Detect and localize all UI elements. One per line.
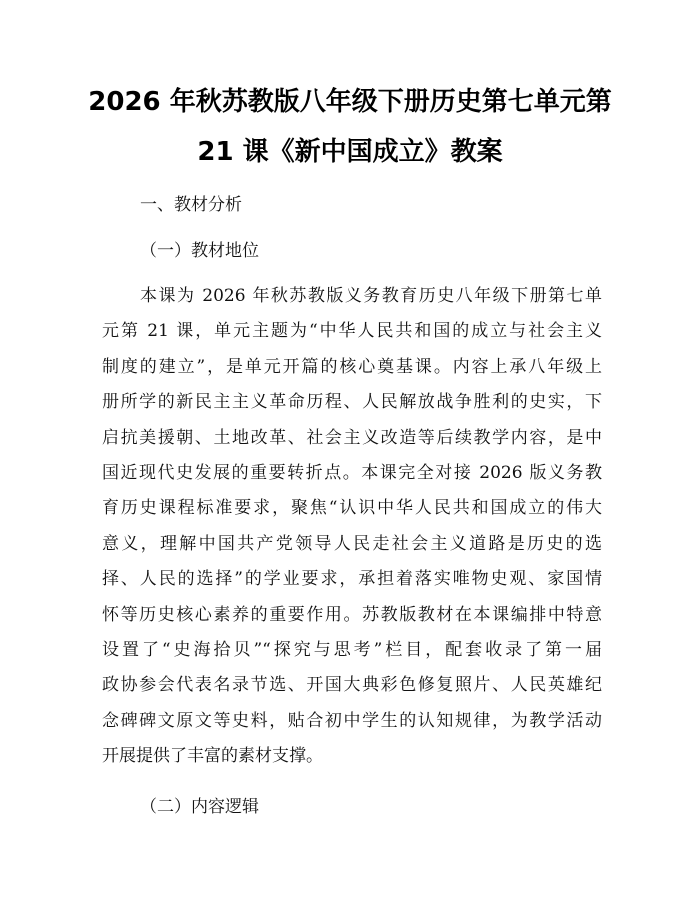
paragraph-line: 启抗美援朝、土地改革、社会主义改造等后续教学内容，是中 — [102, 427, 602, 448]
paragraph-line: 制度的建立”，是单元开篇的核心奠基课。内容上承八年级上 — [102, 356, 602, 377]
paragraph-line: 怀等历史核心素养的重要作用。苏教版教材在本课编排中特意 — [102, 604, 602, 625]
paragraph-line: 开展提供了丰富的素材支撑。 — [102, 746, 323, 767]
subsection-heading-content-logic: （二）内容逻辑 — [140, 797, 259, 817]
paragraph-line: 设置了“史海拾贝”“探究与思考”栏目，配套收录了第一届 — [102, 639, 602, 660]
paragraph-line: 本课为 2026 年秋苏教版义务教育历史八年级下册第七单 — [140, 286, 602, 306]
paragraph-line: 国近现代史发展的重要转折点。本课完全对接 2026 版义务教 — [102, 462, 602, 483]
document-title-line-2: 21 课《新中国成立》教案 — [197, 137, 503, 167]
paragraph-line: 政协参会代表名录节选、开国大典彩色修复照片、人民英雄纪 — [102, 675, 602, 696]
paragraph-line: 意义，理解中国共产党领导人民走社会主义道路是历史的选 — [102, 533, 602, 554]
paragraph-line: 册所学的新民主主义革命历程、人民解放战争胜利的史实，下 — [102, 392, 602, 413]
document-title-line-1: 2026 年秋苏教版八年级下册历史第七单元第 — [88, 87, 612, 117]
paragraph-line: 念碑碑文原文等史料，贴合初中学生的认知规律，为教学活动 — [102, 710, 602, 731]
section-heading-teaching-material-analysis: 一、教材分析 — [140, 195, 242, 215]
paragraph-line: 元第 21 课，单元主题为“中华人民共和国的成立与社会主义 — [102, 321, 602, 342]
paragraph-material-position — [102, 285, 602, 780]
paragraph-line: 择、人民的选择”的学业要求，承担着落实唯物史观、家国情 — [102, 569, 602, 590]
subsection-heading-material-position: （一）教材地位 — [140, 241, 259, 261]
paragraph-line: 育历史课程标准要求，聚焦“认识中华人民共和国成立的伟大 — [102, 498, 602, 519]
